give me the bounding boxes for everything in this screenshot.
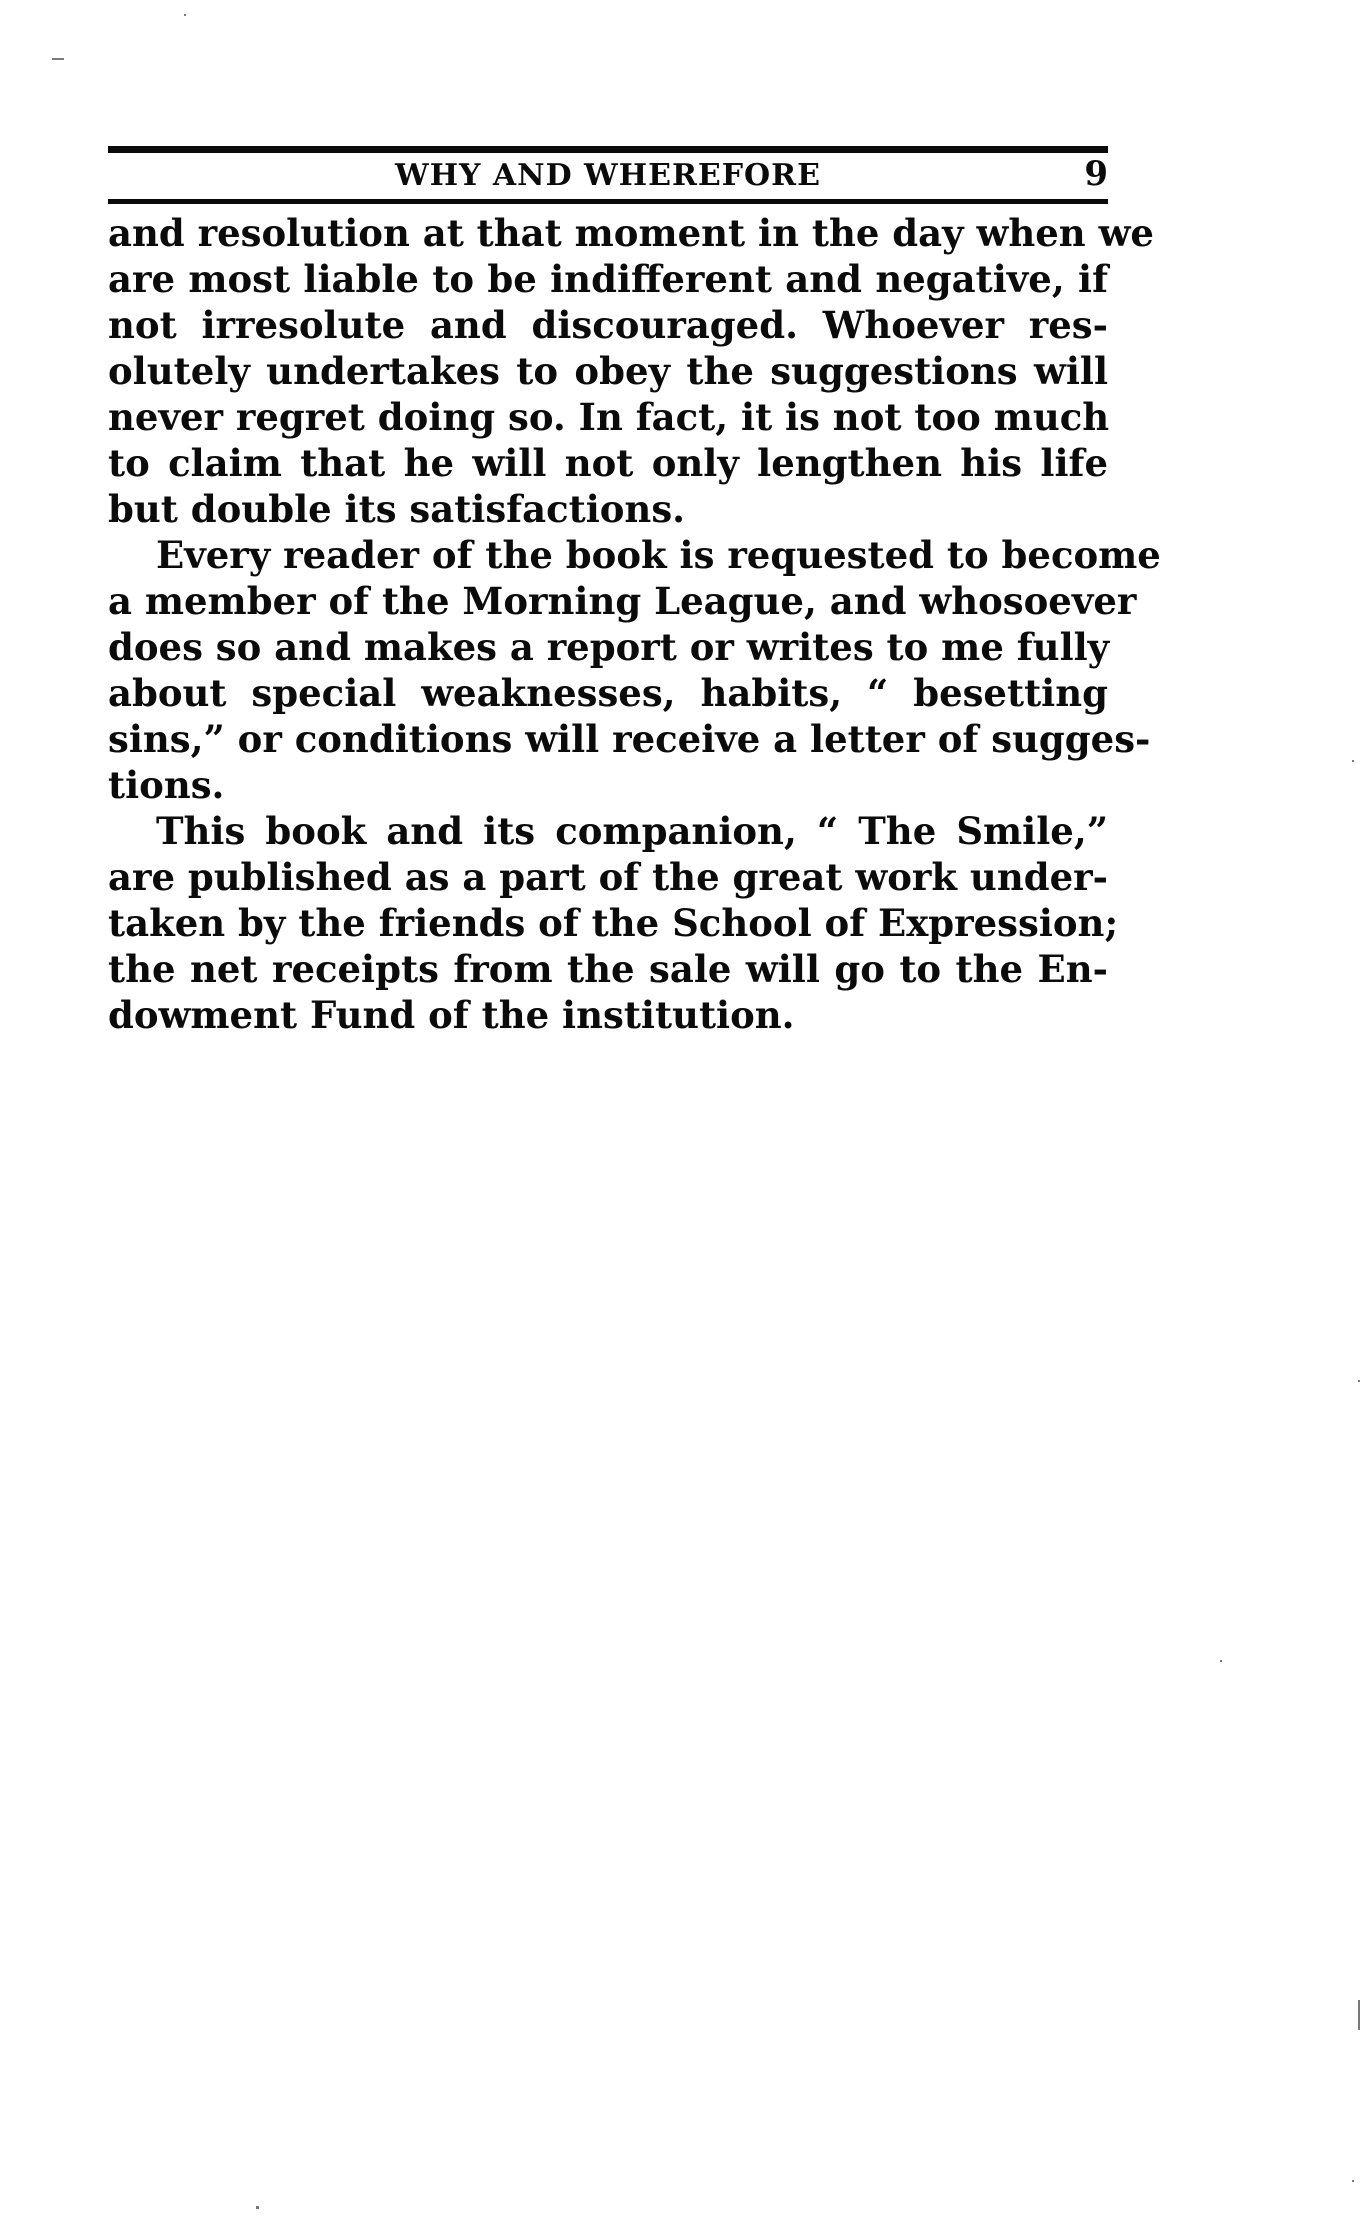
text-line: olutely undertakes to obey the suggestions will bbox=[108, 349, 1108, 393]
text-line: This book and its companion, “ The Smile,” bbox=[156, 809, 1108, 853]
scan-speck bbox=[256, 2206, 259, 2209]
scan-speck bbox=[1352, 760, 1354, 762]
text-line: sins,” or conditions will receive a letter of sugges- bbox=[108, 717, 1151, 761]
text-line: to claim that he will not only lengthen his life bbox=[108, 441, 1108, 485]
header-rule-top bbox=[108, 146, 1108, 153]
text-line: not irresolute and discouraged. Whoever res- bbox=[108, 303, 1108, 347]
page-header bbox=[108, 146, 1108, 204]
text-line: and resolution at that moment in the day when we bbox=[108, 211, 1154, 255]
scan-speck bbox=[184, 14, 186, 16]
text-line: taken by the friends of the School of Expression; bbox=[108, 901, 1119, 945]
running-title: WHY AND WHEREFORE bbox=[395, 158, 821, 193]
scan-speck bbox=[1358, 2000, 1360, 2030]
text-line: never regret doing so. In fact, it is not too much bbox=[108, 395, 1110, 439]
text-line: tions. bbox=[108, 763, 225, 807]
text-line: are most liable to be indifferent and negative, if bbox=[108, 257, 1108, 301]
page-number: 9 bbox=[1084, 154, 1108, 194]
text-line: a member of the Morning League, and whosoever bbox=[108, 579, 1137, 623]
text-line: the net receipts from the sale will go to the En- bbox=[108, 947, 1108, 991]
text-line: Every reader of the book is requested to become bbox=[156, 533, 1161, 577]
text-line: does so and makes a report or writes to me fully bbox=[108, 625, 1110, 669]
body-text bbox=[108, 210, 1161, 1038]
scan-speck bbox=[52, 58, 64, 60]
scan-speck bbox=[1352, 2180, 1354, 2182]
scan-speck bbox=[1358, 1380, 1360, 1382]
text-line: are published as a part of the great work under- bbox=[108, 855, 1108, 899]
header-row bbox=[108, 153, 1108, 199]
text-line: dowment Fund of the institution. bbox=[108, 993, 795, 1037]
header-rule-bottom bbox=[108, 199, 1108, 204]
scan-speck bbox=[1220, 1660, 1222, 1662]
text-line: but double its satisfactions. bbox=[108, 487, 686, 531]
text-line: about special weaknesses, habits, “ besetting bbox=[108, 671, 1108, 715]
